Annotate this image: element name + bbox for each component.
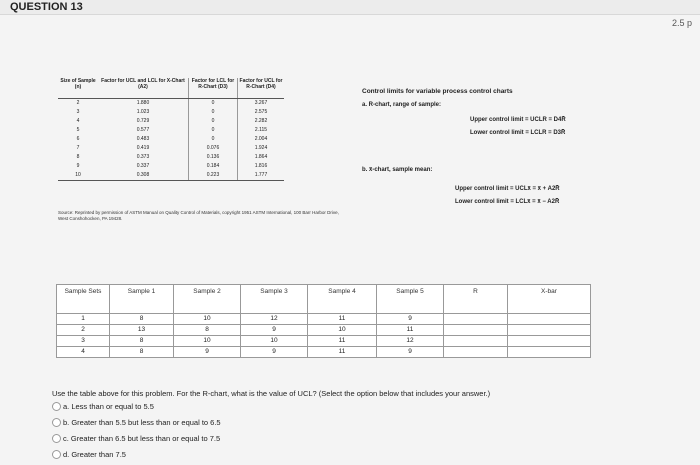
sample-header-sets: Sample Sets — [57, 285, 110, 314]
option-c[interactable] — [52, 434, 220, 443]
formulas-title: Control limits for variable process control charts — [362, 88, 513, 95]
question-prompt: Use the table above for this problem. For the R-chart, what is the value of UCL? (Select the option below that includes your answer.) — [52, 389, 491, 398]
option-c-label: c. Greater than 6.5 but less than or equal to 7.5 — [63, 434, 221, 443]
radio-d[interactable] — [52, 450, 61, 459]
r-chart-ucl-formula: Upper control limit = UCLR = D4R̄ — [470, 117, 566, 123]
factor-header-d3: Factor for LCL for R-Chart (D3) — [189, 78, 238, 99]
factor-row: 9 0.337 0.184 1.816 — [58, 162, 284, 171]
factor-row: 5 0.577 0 2.115 — [58, 126, 284, 135]
radio-a[interactable] — [52, 402, 61, 411]
factor-header-d4: Factor for UCL for R-Chart (D4) — [238, 78, 285, 99]
factor-table — [58, 78, 284, 181]
sample-header-xbar: X-bar — [508, 285, 591, 314]
sample-row: 3 8 10 10 11 12 — [57, 336, 591, 347]
option-a[interactable] — [52, 402, 154, 411]
factor-row: 8 0.373 0.136 1.864 — [58, 153, 284, 162]
factor-header-n: Size of Sample (n) — [58, 78, 98, 99]
factor-row: 10 0.308 0.223 1.777 — [58, 171, 284, 181]
factor-header-a2: Factor for UCL and LCL for X-Chart (A2) — [98, 78, 189, 99]
question-header — [0, 0, 700, 15]
option-a-label: a. Less than or equal to 5.5 — [63, 402, 154, 411]
r-chart-heading: a. R-chart, range of sample: — [362, 102, 442, 108]
sample-header-3: Sample 3 — [241, 285, 308, 314]
factor-row: 2 1.880 0 3.267 — [58, 99, 284, 109]
factor-row: 3 1.023 0 2.575 — [58, 108, 284, 117]
factor-row: 6 0.483 0 2.004 — [58, 135, 284, 144]
option-d-label: d. Greater than 7.5 — [63, 450, 126, 459]
sample-header-2: Sample 2 — [174, 285, 241, 314]
r-chart-lcl-formula: Lower control limit = LCLR = D3R̄ — [470, 130, 566, 136]
sample-table — [56, 284, 591, 358]
sample-header-5: Sample 5 — [377, 285, 444, 314]
x-chart-ucl-formula: Upper control limit = UCLx̄ = x̄ + A2R̄ — [455, 186, 560, 192]
factor-row: 4 0.729 0 2.282 — [58, 117, 284, 126]
sample-header-1: Sample 1 — [110, 285, 174, 314]
option-b[interactable] — [52, 418, 221, 427]
question-points: 2.5 p — [672, 18, 693, 28]
radio-b[interactable] — [52, 418, 61, 427]
factor-row: 7 0.419 0.076 1.924 — [58, 144, 284, 153]
x-chart-heading: b. x̄-chart, sample mean: — [362, 167, 433, 173]
sample-header-4: Sample 4 — [308, 285, 377, 314]
radio-c[interactable] — [52, 434, 61, 443]
sample-row: 1 8 10 12 11 9 — [57, 314, 591, 325]
x-chart-lcl-formula: Lower control limit = LCLx̄ = x̄ − A2R̄ — [455, 199, 560, 205]
option-d[interactable] — [52, 450, 126, 459]
option-b-label: b. Greater than 5.5 but less than or equal to 6.5 — [63, 418, 221, 427]
sample-row: 2 13 8 9 10 11 — [57, 325, 591, 336]
factor-table-source: Source: Reprinted by permission of ASTM Manual on Quality Control of Materials, copyright 1951 ASTM International, 100 Barr Harbor Drive, West Conshohocken, PA 19428. — [58, 210, 339, 221]
sample-header-r: R — [444, 285, 508, 314]
sample-row: 4 8 9 9 11 9 — [57, 347, 591, 358]
question-title: QUESTION 13 — [10, 1, 83, 13]
